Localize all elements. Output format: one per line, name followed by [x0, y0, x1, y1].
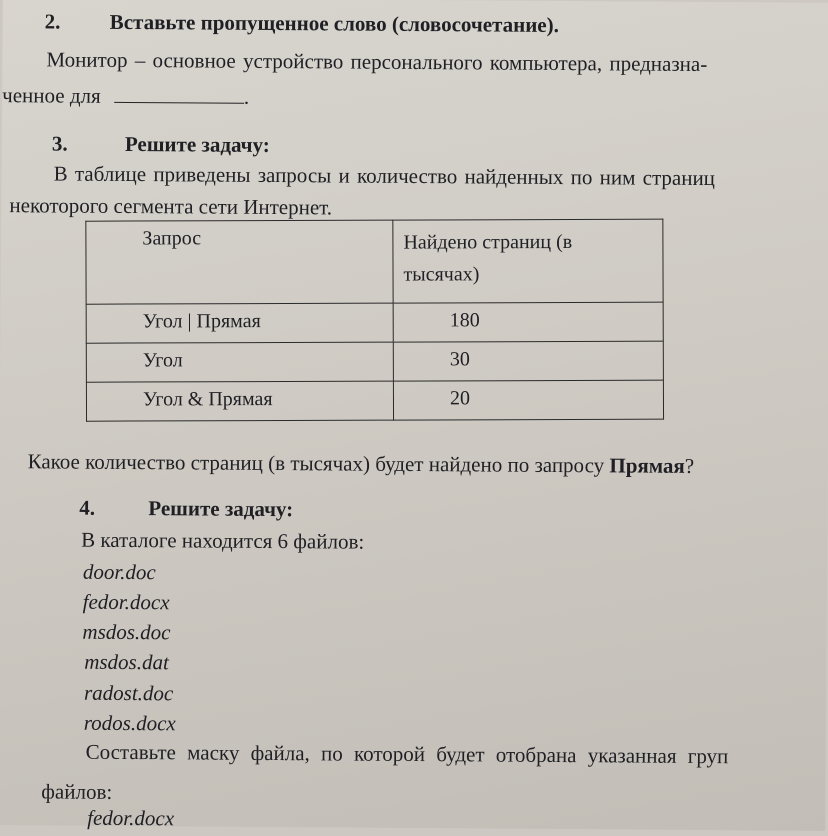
question-text: Какое количество страниц (в тысячах) будет найдено по запросу [27, 449, 605, 478]
task4-heading [79, 496, 293, 522]
table-row [86, 302, 663, 343]
task3-question [28, 449, 695, 479]
table-header-row [86, 219, 663, 304]
question-keyword: Прямая [609, 453, 685, 478]
task4-intro: В каталоге находится 6 файлов: [81, 527, 365, 554]
table-row [86, 341, 663, 382]
pages-cell: 20 [393, 380, 663, 420]
task2-line2-prefix: ченное для [2, 83, 101, 108]
task3-heading [52, 131, 270, 158]
header-pages: Найдено страниц (в тысячах) [393, 219, 663, 303]
pages-cell: 180 [393, 302, 663, 342]
file-item: msdos.dat [84, 649, 169, 675]
queries-table [85, 219, 664, 422]
task3-text-line2: некоторого сегмента сети Интернет. [9, 193, 333, 220]
task2-heading [45, 9, 559, 38]
table-row [86, 380, 663, 421]
selected-file-item: fedor.docx [87, 805, 175, 831]
task3-title: Решите задачу: [124, 131, 270, 157]
answer-blank [114, 84, 244, 104]
query-cell: Угол [86, 342, 393, 382]
task4-instruction-line1: Составьте маску файла, по которой будет отобрана указанная груп [85, 739, 729, 769]
file-item: rodos.docx [83, 710, 176, 736]
question-mark: ? [684, 453, 695, 478]
header-query: Запрос [86, 220, 393, 304]
task2-line2-suffix: . [243, 84, 250, 109]
file-item: msdos.doc [82, 619, 171, 645]
file-item: door.doc [82, 559, 156, 585]
task4-instruction-line2: файлов: [41, 779, 113, 804]
task2-text-line2 [2, 83, 249, 110]
query-cell: Угол | Прямая [86, 303, 393, 343]
pages-cell: 30 [393, 341, 663, 381]
task2-text-line1: Монитор – основное устройство персонального компьютера, предназна- [46, 47, 708, 77]
file-item: fedor.docx [82, 589, 170, 615]
task2-title: Вставьте пропущенное слово (словосочетание). [109, 9, 560, 38]
task3-text-line1: В таблице приведены запросы и количество найденных по ним страниц [53, 161, 716, 191]
task4-number: 4. [79, 495, 96, 520]
query-cell: Угол & Прямая [86, 381, 393, 421]
task4-title: Решите задачу: [148, 496, 294, 522]
task3-number: 3. [51, 131, 68, 156]
file-item: radost.doc [83, 680, 174, 706]
task2-number: 2. [44, 9, 61, 34]
